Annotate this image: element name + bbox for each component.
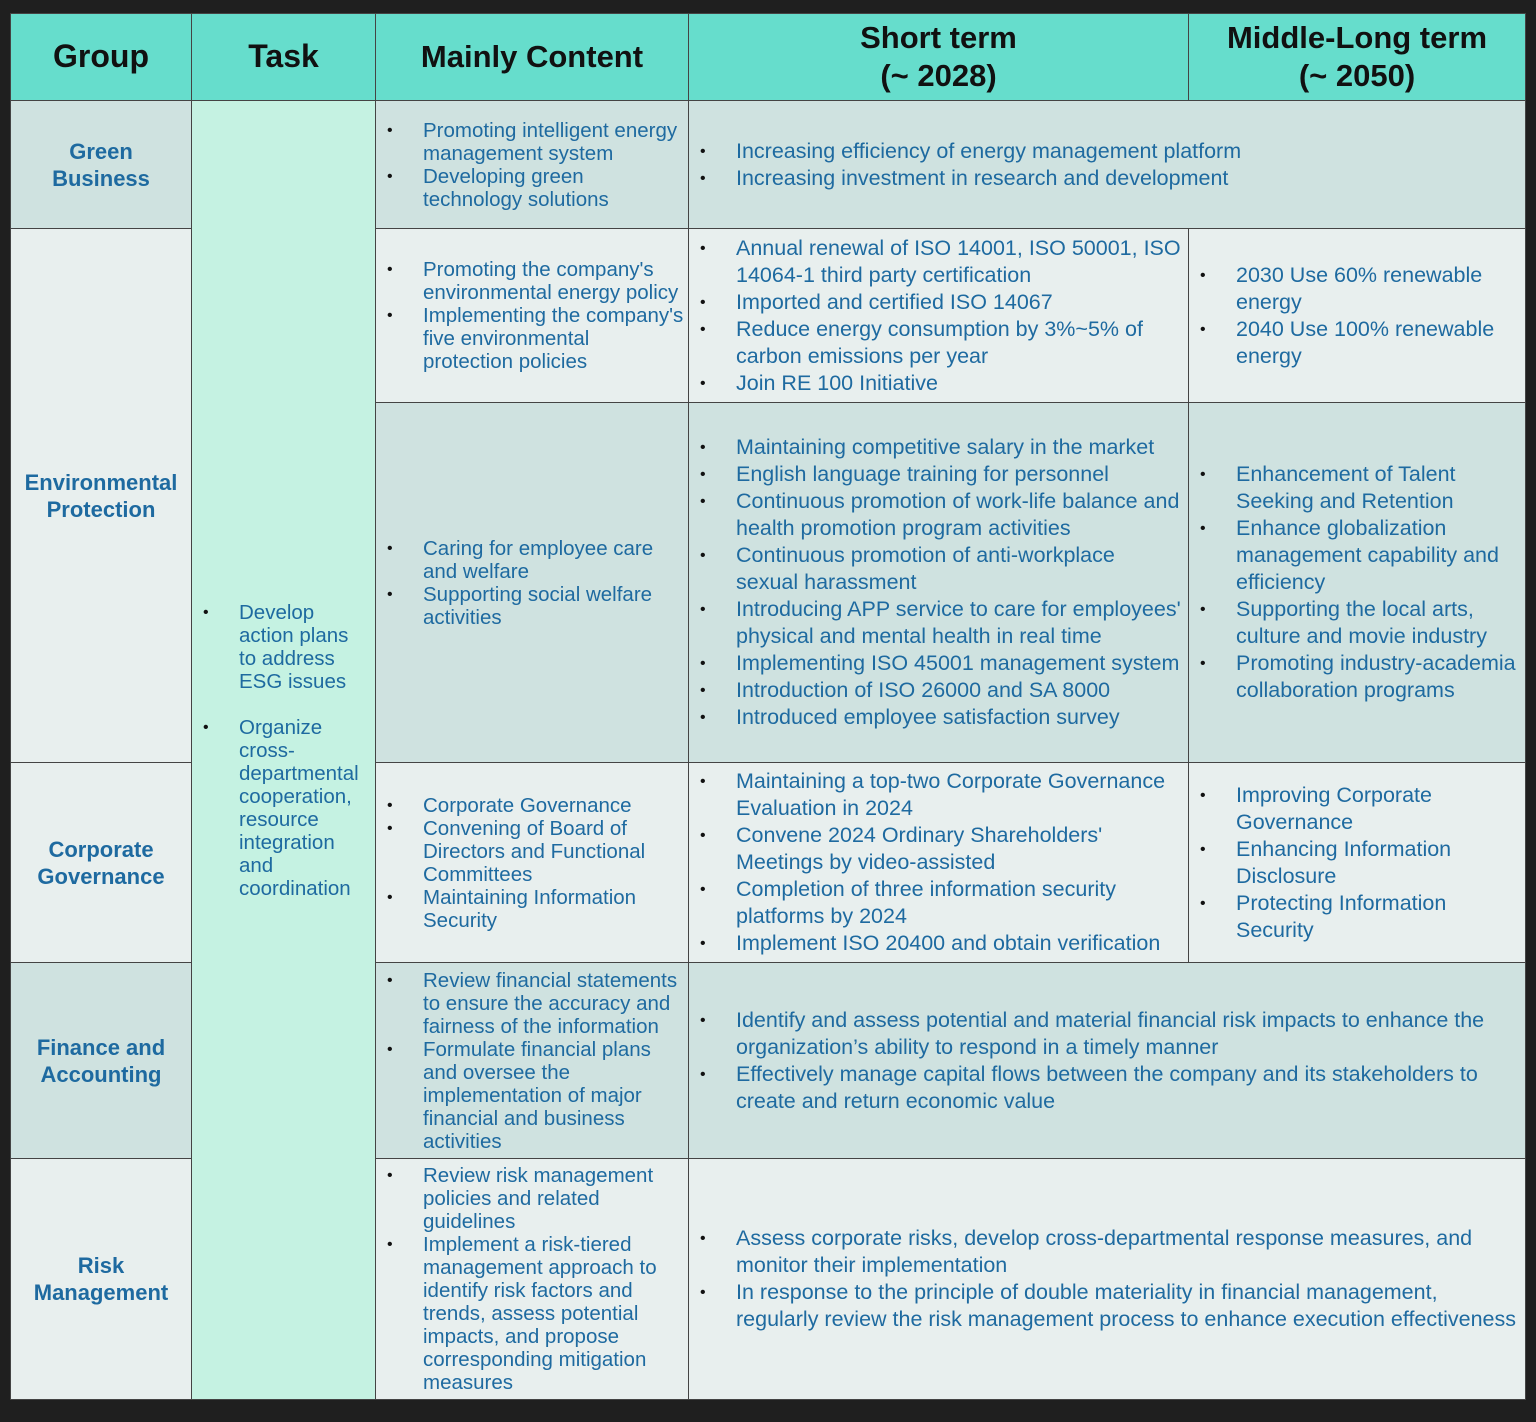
content-cell-risk-management <box>376 1159 689 1400</box>
list-item: • Protecting Information Security <box>1236 890 1519 944</box>
content-list <box>376 537 688 629</box>
list-item: • Formulate financial plans and oversee the implementation of major financial and business activities <box>423 1038 684 1153</box>
list-item: • Supporting social welfare activities <box>423 583 684 629</box>
combined-term-cell-finance-accounting <box>689 963 1526 1159</box>
header-short-term <box>689 14 1189 101</box>
group-label-line2: Accounting <box>40 1061 162 1087</box>
group-cell-corporate-governance <box>11 763 192 963</box>
header-short-term-year: (~ 2028) <box>880 58 997 93</box>
list-item: • Review financial statements to ensure the accuracy and fairness of the information <box>423 969 684 1038</box>
list-item: • Implementing ISO 45001 management system <box>736 650 1182 677</box>
header-long-term <box>1189 14 1526 101</box>
list-item: • Increasing investment in research and development <box>736 165 1519 192</box>
list-item: • Introducing APP service to care for employees' physical and mental health in real time <box>736 596 1182 650</box>
list-item: • Completion of three information security platforms by 2024 <box>736 876 1182 930</box>
group-label-line2: Business <box>52 165 150 191</box>
list-item: • Continuous promotion of anti-workplace sexual harassment <box>736 542 1182 596</box>
group-label-line1: Risk <box>77 1253 125 1278</box>
list-item: • English language training for personnel <box>736 461 1182 488</box>
short-term-cell-social-responsibility <box>689 403 1189 763</box>
header-mainly-content: Mainly Content <box>376 14 689 101</box>
term-list <box>689 768 1188 957</box>
group-label-line1: Finance and <box>36 1034 166 1060</box>
header-long-term-year: (~ 2050) <box>1298 58 1416 93</box>
list-item: • Developing green technology solutions <box>423 165 684 211</box>
list-item: • In response to the principle of double materiality in financial management, regularly review the risk management process to enhance execution effectiveness <box>736 1279 1519 1333</box>
task-cell <box>192 101 376 1400</box>
list-item: • Reduce energy consumption by 3%~5% of carbon emissions per year <box>736 316 1182 370</box>
long-term-cell-corporate-governance <box>1189 763 1526 963</box>
term-list <box>689 138 1525 192</box>
group-cell-finance-accounting <box>11 963 192 1159</box>
group-label-line2: Governance <box>37 863 165 889</box>
list-item: • 2030 Use 60% renewable energy <box>1236 262 1519 316</box>
group-label-line1: Environmental <box>24 469 178 495</box>
list-item: • Promoting the company's environmental energy policy <box>423 258 684 304</box>
list-item: • Organize cross-departmental cooperation, resource integration and coordination <box>239 716 369 900</box>
list-item: • Improving Corporate Governance <box>1236 782 1519 836</box>
content-cell-corporate-governance <box>376 763 689 963</box>
list-item: • Annual renewal of ISO 14001, ISO 50001, ISO 14064-1 third party certification <box>736 235 1182 289</box>
combined-term-cell-green-business <box>689 101 1526 229</box>
list-item: • Assess corporate risks, develop cross-departmental response measures, and monitor their implementation <box>736 1225 1519 1279</box>
content-list <box>376 794 688 932</box>
list-item: • Implement ISO 20400 and obtain verification <box>736 930 1182 957</box>
term-list <box>1189 262 1525 370</box>
list-item: • Caring for employee care and welfare <box>423 537 684 583</box>
list-item: • Maintaining Information Security <box>423 886 684 932</box>
list-item: • Implementing the company's five environmental protection policies <box>423 304 684 373</box>
content-list <box>376 1164 688 1394</box>
header-long-term-title: Middle-Long term <box>1226 20 1488 56</box>
long-term-cell-social-responsibility <box>1189 403 1526 763</box>
list-item: • Convene 2024 Ordinary Shareholders' Meetings by video-assisted <box>736 822 1182 876</box>
group-cell-environmental-protection <box>11 229 192 763</box>
content-list <box>376 258 688 373</box>
list-item: • Identify and assess potential and material financial risk impacts to enhance the organization’s ability to respond in a timely manner <box>736 1007 1519 1061</box>
list-item: • Imported and certified ISO 14067 <box>736 289 1182 316</box>
group-label-line1: Corporate <box>48 836 154 862</box>
header-short-term-title: Short term <box>860 20 1017 56</box>
list-item: • Maintaining competitive salary in the market <box>736 434 1182 461</box>
term-list <box>689 1007 1525 1115</box>
content-cell-green-business <box>376 101 689 229</box>
term-list <box>689 1225 1525 1333</box>
list-item: • Corporate Governance <box>423 794 684 817</box>
content-cell-environmental-protection <box>376 229 689 403</box>
list-item: • Introduced employee satisfaction survey <box>736 704 1182 731</box>
task-list <box>192 601 375 900</box>
list-item: • Join RE 100 Initiative <box>736 370 1182 397</box>
list-item: • Increasing efficiency of energy management platform <box>736 138 1519 165</box>
combined-term-cell-risk-management <box>689 1159 1526 1400</box>
term-list <box>1189 461 1525 704</box>
term-list <box>1189 782 1525 944</box>
term-list <box>689 434 1188 731</box>
content-list <box>376 119 688 211</box>
list-item: • Enhancing Information Disclosure <box>1236 836 1519 890</box>
list-item: • Review risk management policies and related guidelines <box>423 1164 684 1233</box>
table-row <box>11 101 1526 229</box>
esg-strategy-table <box>10 13 1526 1400</box>
list-item: • Enhance globalization management capability and efficiency <box>1236 515 1519 596</box>
header-task: Task <box>192 14 376 101</box>
list-item: • Develop action plans to address ESG issues <box>239 601 369 693</box>
content-cell-social-responsibility <box>376 403 689 763</box>
group-label-line2: Protection <box>46 496 156 522</box>
header-row <box>11 14 1526 101</box>
list-item: • Introduction of ISO 26000 and SA 8000 <box>736 677 1182 704</box>
content-list <box>376 969 688 1153</box>
list-item: • Maintaining a top-two Corporate Governance Evaluation in 2024 <box>736 768 1182 822</box>
content-cell-finance-accounting <box>376 963 689 1159</box>
list-item: • Implement a risk-tiered management approach to identify risk factors and trends, assess potential impacts, and propose corresponding mitigation measures <box>423 1233 684 1394</box>
group-cell-green-business <box>11 101 192 229</box>
list-item: • Continuous promotion of work-life balance and health promotion program activities <box>736 488 1182 542</box>
short-term-cell-corporate-governance <box>689 763 1189 963</box>
list-item: • Promoting intelligent energy management system <box>423 119 684 165</box>
list-item: • 2040 Use 100% renewable energy <box>1236 316 1519 370</box>
list-item: • Convening of Board of Directors and Functional Committees <box>423 817 684 886</box>
header-group: Group <box>11 14 192 101</box>
long-term-cell-environmental-protection <box>1189 229 1526 403</box>
group-cell-risk-management <box>11 1159 192 1400</box>
short-term-cell-environmental-protection <box>689 229 1189 403</box>
group-label-line2: Management <box>33 1280 169 1305</box>
list-item: • Promoting industry-academia collaboration programs <box>1236 650 1519 704</box>
list-item: • Enhancement of Talent Seeking and Retention <box>1236 461 1519 515</box>
list-item: • Supporting the local arts, culture and movie industry <box>1236 596 1519 650</box>
group-label-line1: Green <box>69 138 133 164</box>
list-item: • Effectively manage capital flows between the company and its stakeholders to create and return economic value <box>736 1061 1519 1115</box>
term-list <box>689 235 1188 397</box>
